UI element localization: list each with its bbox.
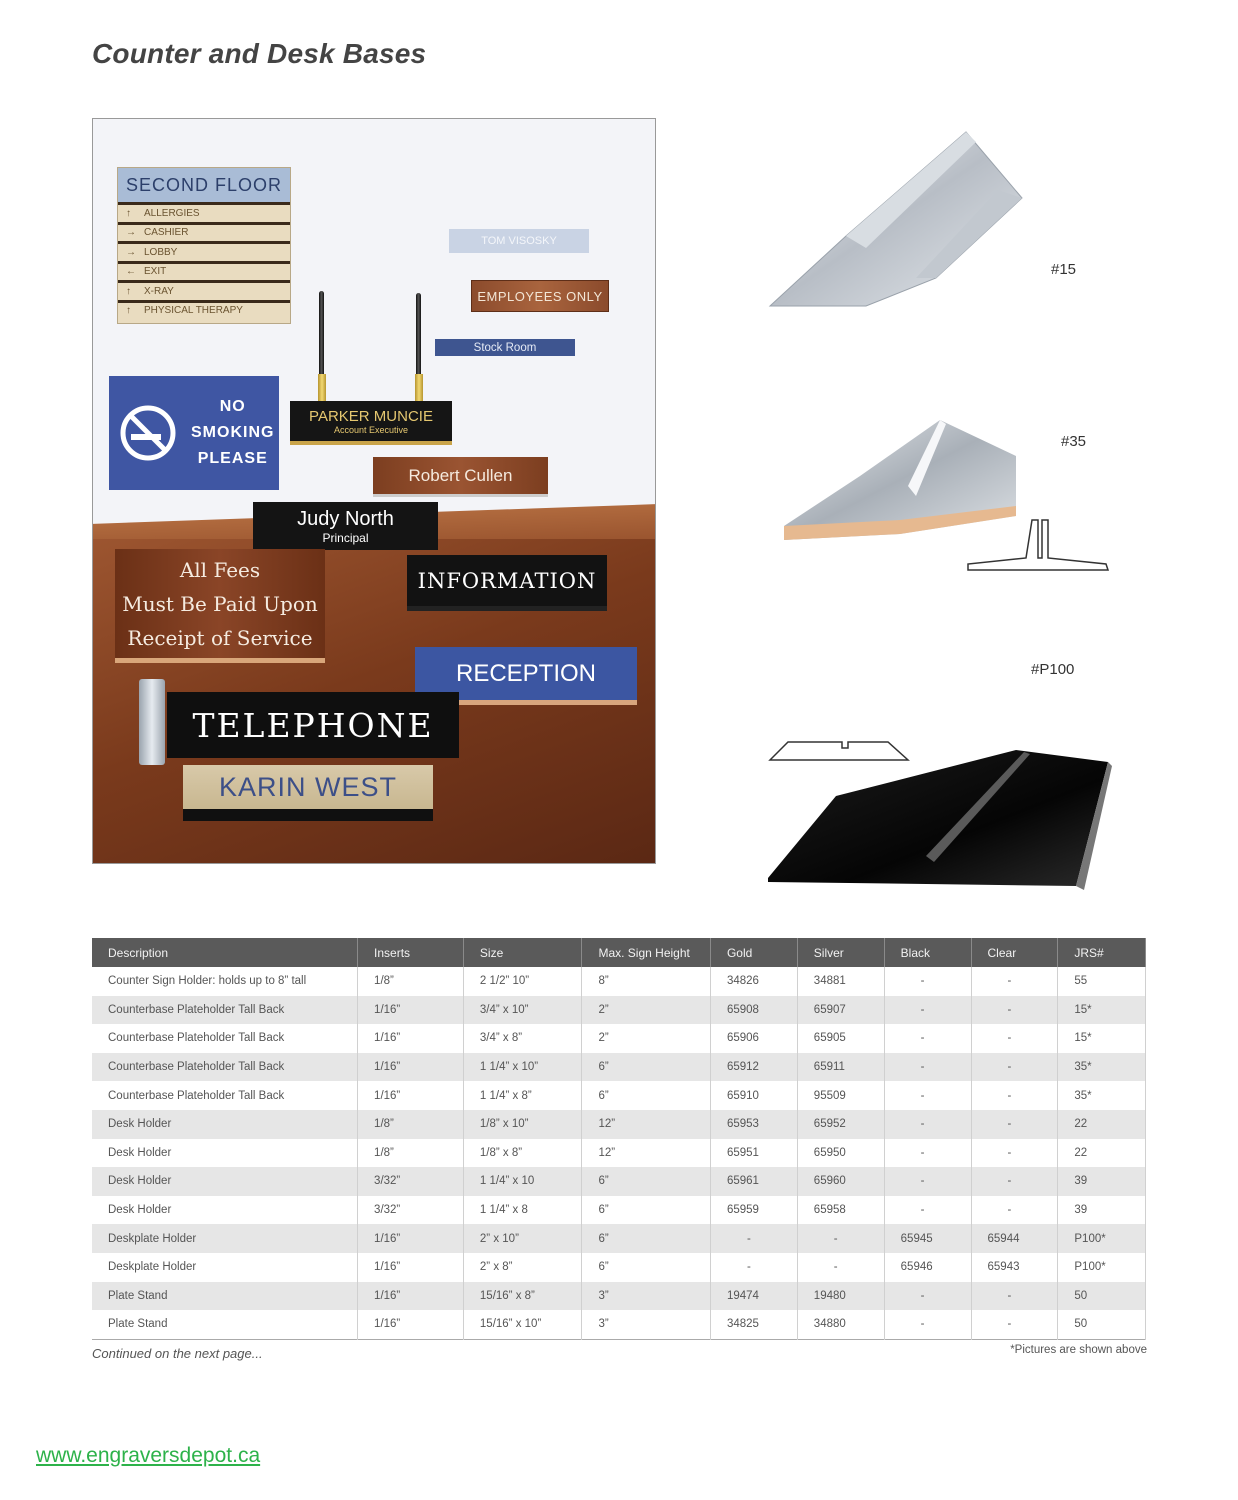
table-cell: 3/32” (358, 1167, 464, 1196)
floor-sign-row-label: CASHIER (144, 227, 189, 239)
no-smoking-line: PLEASE (197, 450, 268, 467)
table-cell: 34826 (710, 967, 797, 996)
holder-p100-icon (766, 746, 1112, 892)
table-cell: 65953 (710, 1110, 797, 1139)
signs-photo (92, 118, 656, 864)
page-title: Counter and Desk Bases (92, 38, 427, 69)
table-cell: 65944 (971, 1224, 1058, 1253)
table-cell: 1/16” (358, 1282, 464, 1311)
no-smoking-text (191, 394, 274, 472)
fees-line: Receipt of Service (127, 625, 313, 650)
pictures-note: *Pictures are shown above (1010, 1344, 1147, 1356)
table-cell: Counterbase Plateholder Tall Back (92, 1053, 358, 1082)
second-floor-directory-sign (117, 167, 291, 324)
table-cell: 65951 (710, 1139, 797, 1168)
table-cell: Deskplate Holder (92, 1253, 358, 1282)
table-cell: 1/16” (358, 1310, 464, 1339)
product-35-label: #35 (1061, 433, 1087, 450)
table-cell: 2 1/2” 10” (463, 967, 582, 996)
table-cell: - (971, 1053, 1058, 1082)
column-header: JRS# (1058, 938, 1146, 967)
column-header: Silver (797, 938, 884, 967)
judy-title: Principal (322, 530, 369, 545)
arrow-icon: ↑ (126, 285, 131, 297)
column-header: Max. Sign Height (582, 938, 710, 967)
table-cell: 34880 (797, 1310, 884, 1339)
table-cell: Counter Sign Holder: holds up to 8” tall (92, 967, 358, 996)
arrow-icon: → (126, 227, 136, 239)
table-cell: - (971, 1024, 1058, 1053)
table-cell: 1/8” (358, 967, 464, 996)
table-cell: - (797, 1224, 884, 1253)
table-cell: 22 (1058, 1139, 1146, 1168)
table-cell: 8” (582, 967, 710, 996)
column-header: Gold (710, 938, 797, 967)
floor-sign-row (118, 261, 290, 281)
continued-note: Continued on the next page... (92, 1346, 263, 1361)
table-cell: 1/16” (358, 1224, 464, 1253)
karin-west-sign: KARIN WEST (183, 765, 433, 821)
table-cell: - (884, 1196, 971, 1225)
table-cell: 50 (1058, 1282, 1146, 1311)
table-cell: - (884, 1167, 971, 1196)
table-cell: 15* (1058, 1024, 1146, 1053)
table-cell: - (971, 1282, 1058, 1311)
floor-sign-row-label: PHYSICAL THERAPY (144, 305, 243, 317)
table-cell: 65905 (797, 1024, 884, 1053)
table-cell: 34881 (797, 967, 884, 996)
wall-bracket (139, 679, 165, 765)
table-row (92, 1310, 1146, 1339)
product-15-image (766, 128, 1028, 318)
table-cell: 1 1/4” x 8 (463, 1196, 582, 1225)
fees-line: Must Be Paid Upon (122, 591, 318, 616)
table-cell: 34825 (710, 1310, 797, 1339)
employees-only-sign: EMPLOYEES ONLY (471, 280, 609, 312)
floor-sign-row-label: LOBBY (144, 246, 178, 258)
table-cell: 3/32” (358, 1196, 464, 1225)
no-smoking-line: NO (219, 398, 246, 415)
floor-sign-heading: SECOND FLOOR (118, 168, 290, 202)
table-cell: 19480 (797, 1282, 884, 1311)
floor-sign-row (118, 241, 290, 261)
table-cell: 35* (1058, 1053, 1146, 1082)
table-cell: 65906 (710, 1024, 797, 1053)
table-cell: - (884, 1053, 971, 1082)
pen-right-base (415, 374, 423, 404)
table-cell: 1/8” (358, 1139, 464, 1168)
table-cell: - (971, 1081, 1058, 1110)
table-cell: 1/8” (358, 1110, 464, 1139)
table-cell: 2” x 8” (463, 1253, 582, 1282)
table-cell: 65910 (710, 1081, 797, 1110)
table-cell: 2” (582, 1024, 710, 1053)
table-cell: 6” (582, 1196, 710, 1225)
table-body (92, 967, 1146, 1339)
table-cell: - (884, 1024, 971, 1053)
product-table (92, 938, 1146, 1340)
column-header: Clear (971, 938, 1058, 967)
table-cell: Plate Stand (92, 1310, 358, 1339)
table-cell: Deskplate Holder (92, 1224, 358, 1253)
table-cell: 65952 (797, 1110, 884, 1139)
table-row (92, 1081, 1146, 1110)
judy-north-sign (253, 502, 438, 550)
pen-left-base (318, 374, 326, 404)
table-cell: 65943 (971, 1253, 1058, 1282)
table-cell: 12” (582, 1110, 710, 1139)
column-header: Black (884, 938, 971, 967)
table-cell: 1/16” (358, 996, 464, 1025)
table-cell: - (971, 1167, 1058, 1196)
table-row (92, 1196, 1146, 1225)
table-cell: 6” (582, 1053, 710, 1082)
table-cell: 3/4” x 8” (463, 1024, 582, 1053)
table-cell: - (884, 1110, 971, 1139)
table-cell: 6” (582, 1253, 710, 1282)
no-smoking-icon (119, 404, 177, 462)
holder-15-icon (766, 128, 1028, 313)
table-row (92, 996, 1146, 1025)
table-row (92, 1253, 1146, 1282)
table-row (92, 1024, 1146, 1053)
table-cell: - (884, 996, 971, 1025)
table-row (92, 1167, 1146, 1196)
floor-sign-row (118, 202, 290, 222)
table-cell: 95509 (797, 1081, 884, 1110)
column-header: Inserts (358, 938, 464, 967)
table-cell: - (971, 996, 1058, 1025)
parker-muncie-sign (290, 401, 452, 445)
table-cell: 15* (1058, 996, 1146, 1025)
table-cell: 19474 (710, 1282, 797, 1311)
floor-sign-row-label: X-RAY (144, 285, 174, 297)
all-fees-sign (115, 549, 325, 663)
table-cell: 65960 (797, 1167, 884, 1196)
website-link[interactable]: www.engraversdepot.ca (36, 1444, 261, 1467)
table-cell: 50 (1058, 1310, 1146, 1339)
table-cell: 12” (582, 1139, 710, 1168)
arrow-icon: ← (126, 266, 136, 278)
table-cell: P100* (1058, 1253, 1146, 1282)
table-row (92, 1282, 1146, 1311)
table-cell: 65907 (797, 996, 884, 1025)
table-cell: 65946 (884, 1253, 971, 1282)
judy-name: Judy North (297, 507, 394, 530)
arrow-icon: → (126, 246, 136, 258)
table-cell: - (884, 1310, 971, 1339)
floor-sign-row-label: ALLERGIES (144, 207, 200, 219)
table-cell: 15/16” x 10” (463, 1310, 582, 1339)
product-p100-image (766, 746, 1112, 897)
table-cell: 39 (1058, 1196, 1146, 1225)
table-row (92, 1110, 1146, 1139)
table-cell: - (884, 1139, 971, 1168)
table-cell: 1/16” (358, 1053, 464, 1082)
table-cell: 6” (582, 1081, 710, 1110)
table-cell: - (884, 1081, 971, 1110)
table-row (92, 1053, 1146, 1082)
arrow-icon: ↑ (126, 305, 131, 317)
table-row (92, 967, 1146, 996)
table-cell: 6” (582, 1224, 710, 1253)
table-row (92, 1224, 1146, 1253)
arrow-icon: ↑ (126, 207, 131, 219)
table-cell: 1/16” (358, 1081, 464, 1110)
table-cell: 65961 (710, 1167, 797, 1196)
information-sign: INFORMATION (407, 555, 607, 611)
robert-cullen-sign: Robert Cullen (373, 457, 548, 497)
table-cell: 65950 (797, 1139, 884, 1168)
floor-sign-rows (118, 202, 290, 319)
table-cell: - (971, 967, 1058, 996)
column-header: Size (463, 938, 582, 967)
product-p100-label: #P100 (1031, 661, 1075, 678)
no-smoking-line: SMOKING (191, 424, 275, 441)
table-cell: 3” (582, 1310, 710, 1339)
table-cell: 3/4” x 10” (463, 996, 582, 1025)
table-cell: 2” x 10” (463, 1224, 582, 1253)
table-cell: - (884, 967, 971, 996)
fees-line: All Fees (179, 557, 261, 582)
table-cell: 1/8” x 8” (463, 1139, 582, 1168)
table-cell: Desk Holder (92, 1139, 358, 1168)
table-cell: 65911 (797, 1053, 884, 1082)
table-cell: - (710, 1253, 797, 1282)
table-cell: 65945 (884, 1224, 971, 1253)
table-cell: - (971, 1139, 1058, 1168)
floor-sign-row-label: EXIT (144, 266, 167, 278)
table-cell: Counterbase Plateholder Tall Back (92, 1024, 358, 1053)
table-cell: Desk Holder (92, 1110, 358, 1139)
no-smoking-sign (109, 376, 279, 490)
holder-35-profile-icon (966, 518, 1112, 574)
table-cell: 22 (1058, 1110, 1146, 1139)
table-cell: 1/16” (358, 1024, 464, 1053)
table-cell: - (797, 1253, 884, 1282)
parker-title: Account Executive (333, 424, 409, 435)
table-cell: Counterbase Plateholder Tall Back (92, 996, 358, 1025)
table-cell: 1 1/4” x 10” (463, 1053, 582, 1082)
product-15-label: #15 (1051, 261, 1077, 278)
table-cell: - (971, 1196, 1058, 1225)
table-row (92, 1139, 1146, 1168)
tom-visosky-sign: TOM VISOSKY (449, 229, 589, 253)
telephone-sign: TELEPHONE (167, 692, 459, 758)
table-cell: 65912 (710, 1053, 797, 1082)
table-cell: 15/16” x 8” (463, 1282, 582, 1311)
table-cell: 6” (582, 1167, 710, 1196)
table-cell: 1/8” x 10” (463, 1110, 582, 1139)
table-cell: - (884, 1282, 971, 1311)
stock-room-sign: Stock Room (435, 339, 575, 356)
column-header: Description (92, 938, 358, 967)
parker-name: PARKER MUNCIE (309, 407, 433, 425)
table-cell: - (710, 1224, 797, 1253)
table-cell: P100* (1058, 1224, 1146, 1253)
floor-sign-row (118, 300, 290, 320)
table-cell: 65958 (797, 1196, 884, 1225)
table-header-row (92, 938, 1146, 967)
table-cell: Counterbase Plateholder Tall Back (92, 1081, 358, 1110)
table-cell: 55 (1058, 967, 1146, 996)
table-cell: - (971, 1310, 1058, 1339)
table-cell: 39 (1058, 1167, 1146, 1196)
table-cell: 65959 (710, 1196, 797, 1225)
table-cell: Desk Holder (92, 1167, 358, 1196)
floor-sign-row (118, 222, 290, 242)
reception-sign: RECEPTION (415, 647, 637, 705)
table-cell: 1 1/4” x 10 (463, 1167, 582, 1196)
table-cell: Desk Holder (92, 1196, 358, 1225)
table-cell: 1/16” (358, 1253, 464, 1282)
table-cell: 2” (582, 996, 710, 1025)
table-cell: - (971, 1110, 1058, 1139)
table-cell: 35* (1058, 1081, 1146, 1110)
table-cell: 1 1/4” x 8” (463, 1081, 582, 1110)
floor-sign-row (118, 280, 290, 300)
table-cell: Plate Stand (92, 1282, 358, 1311)
table-cell: 3” (582, 1282, 710, 1311)
table-cell: 65908 (710, 996, 797, 1025)
